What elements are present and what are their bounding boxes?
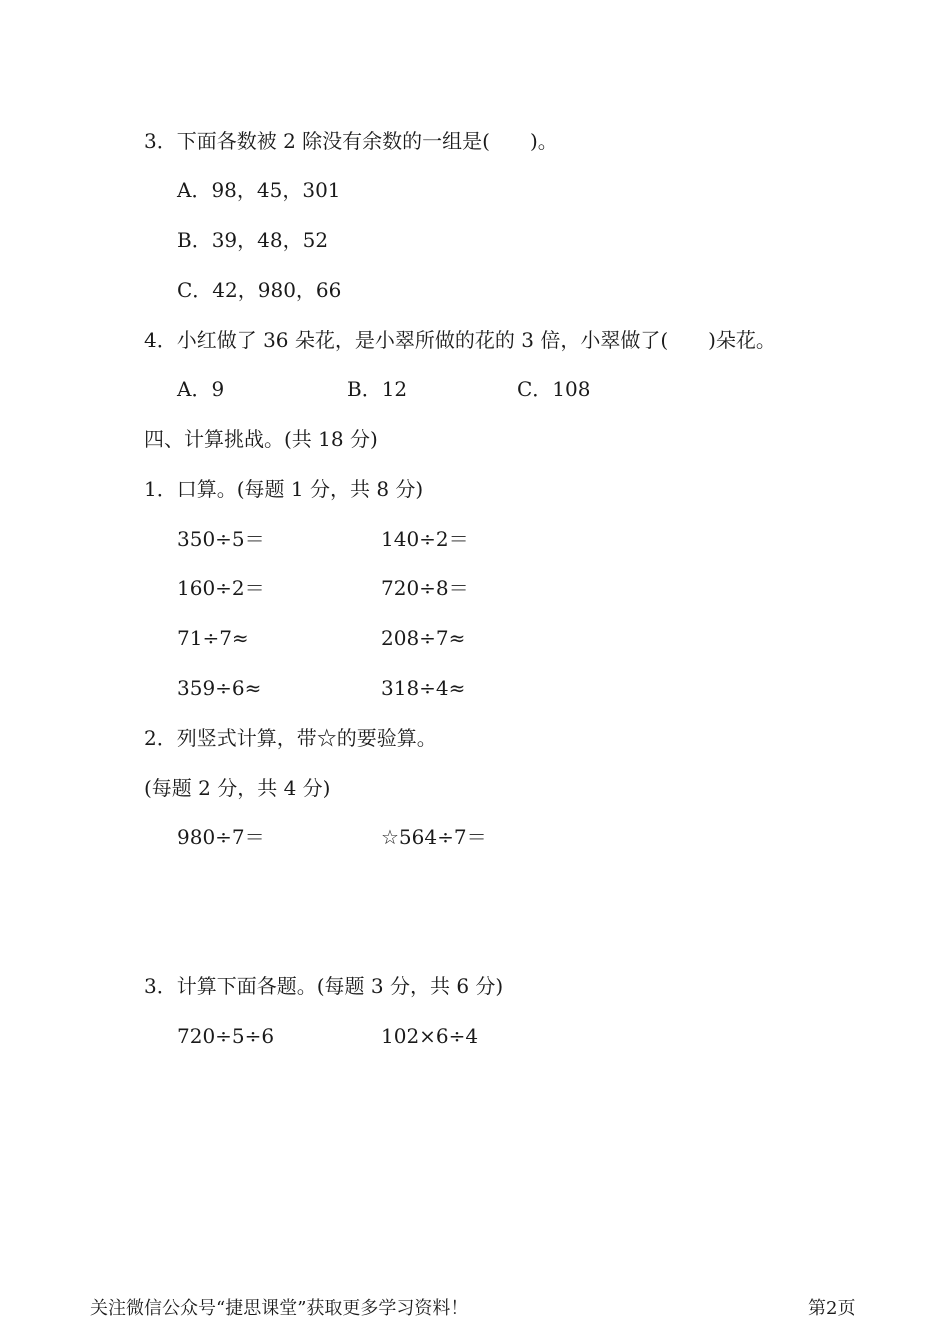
oral-item: 359÷6≈ xyxy=(177,676,262,700)
vertical-item: ☆564÷7＝ xyxy=(381,825,487,849)
oral-item: 318÷4≈ xyxy=(381,676,466,700)
vertical-item: 980÷7＝ xyxy=(177,825,265,849)
part1-title: 1．口算。(每题 1 分，共 8 分) xyxy=(144,477,424,501)
q3-stem: 3．下面各数被 2 除没有余数的一组是( )。 xyxy=(144,129,558,153)
q4-option-b: B．12 xyxy=(347,377,408,401)
q3-option-c: C．42，980，66 xyxy=(177,278,342,302)
oral-item: 350÷5＝ xyxy=(177,527,265,551)
q4-stem: 4．小红做了 36 朵花，是小翠所做的花的 3 倍，小翠做了( )朵花。 xyxy=(144,328,776,352)
oral-item: 720÷8＝ xyxy=(381,576,469,600)
part3-title: 3．计算下面各题。(每题 3 分，共 6 分) xyxy=(144,974,504,998)
q3-option-b: B．39，48，52 xyxy=(177,228,329,252)
oral-item: 208÷7≈ xyxy=(381,626,466,650)
q3-option-a: A．98，45，301 xyxy=(177,178,341,202)
calc-item: 720÷5÷6 xyxy=(177,1024,275,1048)
oral-item: 160÷2＝ xyxy=(177,576,265,600)
part2-note: (每题 2 分，共 4 分) xyxy=(144,776,331,800)
section-title: 四、计算挑战。(共 18 分) xyxy=(144,427,378,451)
oral-item: 71÷7≈ xyxy=(177,626,249,650)
calc-item: 102×6÷4 xyxy=(381,1024,479,1048)
page-number: 第2页 xyxy=(808,1298,856,1319)
part2-title: 2．列竖式计算，带☆的要验算。 xyxy=(144,726,437,750)
footer-promo: 关注微信公众号“捷思课堂”获取更多学习资料！ xyxy=(90,1298,469,1319)
q4-option-a: A．9 xyxy=(177,377,225,401)
oral-item: 140÷2＝ xyxy=(381,527,469,551)
q4-option-c: C．108 xyxy=(517,377,591,401)
